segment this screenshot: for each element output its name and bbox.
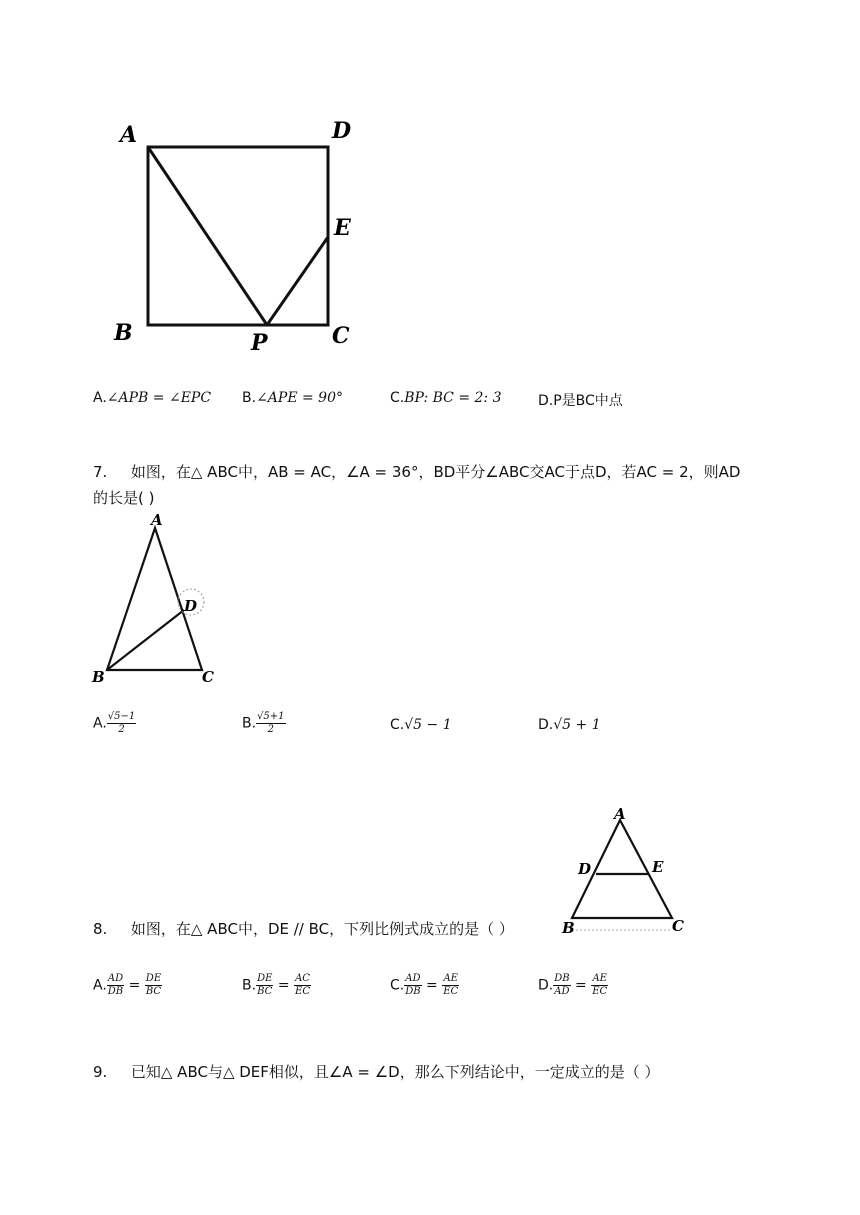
denominator: DB bbox=[107, 986, 124, 997]
fraction-left bbox=[553, 973, 570, 998]
fraction bbox=[107, 711, 136, 736]
option-text: ∠APB = ∠EPC bbox=[106, 390, 212, 406]
triangle-figure-q7 bbox=[88, 510, 228, 690]
square-figure bbox=[100, 110, 370, 360]
label-b: B bbox=[92, 668, 105, 686]
fraction-right bbox=[145, 973, 162, 998]
fraction-left bbox=[107, 973, 124, 998]
numerator: AC bbox=[295, 973, 310, 984]
fraction bbox=[256, 711, 285, 736]
label-d: D bbox=[332, 118, 352, 144]
label-e: E bbox=[652, 858, 664, 876]
q7-option-c[interactable] bbox=[390, 717, 452, 733]
q6-option-c[interactable] bbox=[390, 390, 501, 406]
denominator: EC bbox=[592, 986, 608, 997]
denominator: EC bbox=[295, 986, 310, 997]
q7-stem-line2 bbox=[93, 487, 154, 508]
option-text: √5 − 1 bbox=[404, 717, 452, 733]
numerator: AE bbox=[592, 973, 607, 984]
label-p: P bbox=[251, 330, 268, 356]
option-label: A. bbox=[93, 390, 107, 406]
option-label: D. bbox=[538, 717, 554, 733]
option-text: ∠APE = 90° bbox=[256, 390, 343, 406]
segment-pe bbox=[267, 237, 328, 325]
label-e: E bbox=[334, 215, 351, 241]
q8-option-c[interactable]: C. $\frac{AD}{DB}$ = $\frac{AE}{EC}$ bbox=[390, 973, 459, 997]
label-c: C bbox=[202, 668, 214, 686]
q8-option-d[interactable]: D. $\frac{DB}{AD}$ = $\frac{AE}{EC}$ bbox=[538, 973, 608, 997]
numerator: AD bbox=[405, 973, 421, 984]
option-label: B. bbox=[242, 715, 257, 732]
denominator: BC bbox=[257, 986, 273, 997]
q6-option-a[interactable] bbox=[93, 390, 211, 406]
denominator: 2 bbox=[267, 724, 274, 735]
label-b: B bbox=[114, 320, 133, 346]
option-text: BP: BC = 2: 3 bbox=[404, 390, 502, 406]
option-label: D. bbox=[538, 393, 554, 409]
q9-number: 9. bbox=[93, 1063, 108, 1081]
label-a: A bbox=[120, 122, 138, 148]
triangle-figure-q8 bbox=[558, 800, 698, 940]
denominator: EC bbox=[443, 986, 459, 997]
q8-option-a[interactable]: A. $\frac{AD}{DB}$ = $\frac{DE}{BC}$ bbox=[93, 973, 162, 997]
option-label: C. bbox=[390, 977, 405, 994]
label-a: A bbox=[614, 805, 626, 823]
option-label: C. bbox=[390, 717, 405, 733]
label-c: C bbox=[332, 323, 350, 349]
option-label: B. bbox=[242, 977, 257, 994]
denominator: BC bbox=[145, 986, 162, 997]
numerator: √5−1 bbox=[107, 711, 136, 722]
segment-ap bbox=[148, 147, 267, 325]
fraction-left bbox=[256, 973, 273, 998]
square-abcd bbox=[148, 147, 328, 325]
label-c: C bbox=[672, 917, 684, 935]
fraction-right bbox=[591, 973, 608, 998]
q7-option-a[interactable] bbox=[93, 711, 136, 736]
fraction-right bbox=[294, 973, 311, 998]
label-d: D bbox=[578, 860, 592, 878]
label-b: B bbox=[562, 919, 575, 937]
q8-number: 8. bbox=[93, 920, 108, 938]
option-label: C. bbox=[390, 390, 405, 406]
fraction-right bbox=[442, 973, 459, 998]
q7-text-2: 的长是( ) bbox=[93, 489, 155, 507]
numerator: AE bbox=[443, 973, 458, 984]
option-label: A. bbox=[93, 715, 107, 732]
numerator: DB bbox=[554, 973, 570, 984]
q8-stem bbox=[93, 918, 514, 939]
q8-option-b[interactable]: B. $\frac{DE}{BC}$ = $\frac{AC}{EC}$ bbox=[242, 973, 310, 997]
q7-option-d[interactable] bbox=[538, 717, 601, 733]
q7-text: 如图，在△ ABC中，AB = AC，∠A = 36°，BD平分∠ABC交AC于点D，若AC = 2，则AD bbox=[130, 463, 741, 481]
option-label: D. bbox=[538, 977, 554, 994]
option-label: A. bbox=[93, 977, 107, 994]
label-d: D bbox=[184, 597, 198, 615]
numerator: DE bbox=[145, 973, 162, 984]
denominator: 2 bbox=[118, 724, 125, 735]
segment-bd bbox=[107, 610, 184, 670]
option-label: B. bbox=[242, 390, 257, 406]
q9-stem bbox=[93, 1061, 659, 1082]
numerator: √5+1 bbox=[257, 711, 285, 722]
q7-number: 7. bbox=[93, 463, 108, 481]
q6-option-d[interactable] bbox=[538, 390, 623, 410]
q9-text: 已知△ ABC与△ DEF相似，且∠A = ∠D，那么下列结论中，一定成立的是（ ） bbox=[130, 1063, 660, 1081]
denominator: DB bbox=[405, 986, 421, 997]
option-text: P是BC中点 bbox=[553, 393, 623, 409]
option-text: √5 + 1 bbox=[553, 717, 601, 733]
denominator: AD bbox=[554, 986, 570, 997]
q6-option-b[interactable] bbox=[242, 390, 343, 406]
numerator: DE bbox=[257, 973, 273, 984]
q8-text: 如图，在△ ABC中，DE // BC，下列比例式成立的是（ ） bbox=[130, 920, 514, 938]
label-a: A bbox=[151, 511, 163, 529]
numerator: AD bbox=[107, 973, 124, 984]
q7-stem-line1 bbox=[93, 461, 740, 482]
q7-option-b[interactable] bbox=[242, 711, 286, 736]
fraction-left bbox=[404, 973, 421, 998]
